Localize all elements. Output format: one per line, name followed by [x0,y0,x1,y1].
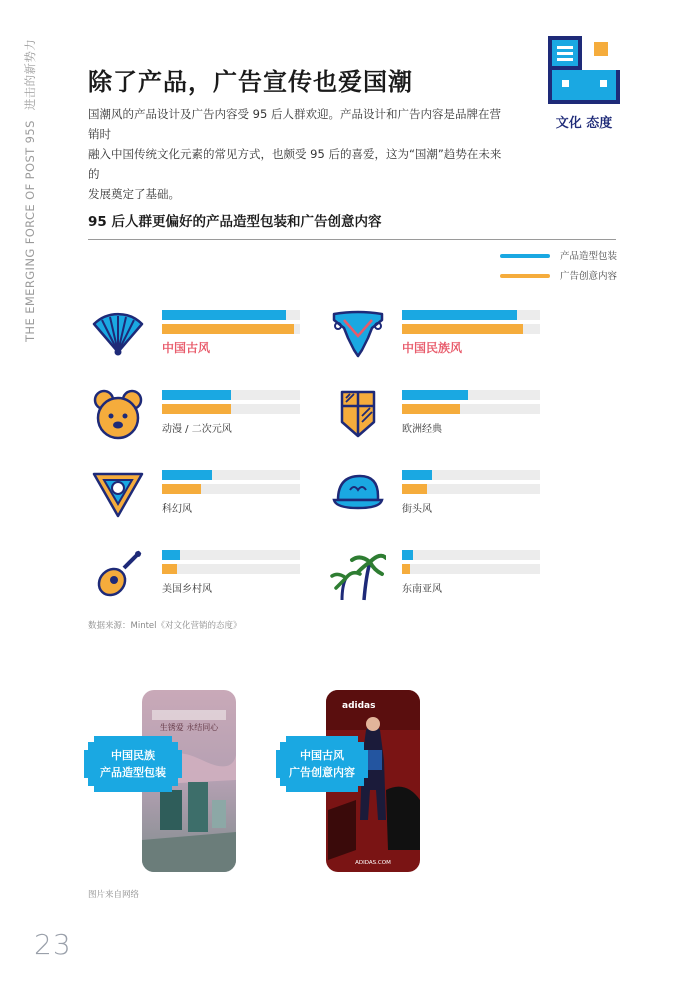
bar-product-packaging [402,310,517,320]
bar-product-packaging [402,470,432,480]
tag-line: 广告创意内容 [289,766,355,779]
sidebar-cn: 进击的新势力 [23,38,37,111]
category-label: 中国古风 [162,341,211,355]
bar-ad-creative [162,564,177,574]
left-caption: 生锈爱 永结同心 [159,723,219,732]
tag-line: 中国古风 [300,749,344,762]
chart-title: 95 后人群更偏好的产品造型包装和广告创意内容 [88,214,382,230]
legend-swatch-product [500,254,550,258]
category-label: 科幻风 [162,504,192,515]
bar-track [402,484,540,494]
bar-track [402,310,540,320]
folding-fan-icon [90,306,146,362]
category-chinese-ethnic [330,306,600,376]
tag-line: 中国民族 [111,749,155,762]
legend-item [500,268,630,288]
category-anime [90,386,360,456]
bar-track [162,324,300,334]
legend-label: 产品造型包装 [560,251,618,262]
bar-ad-creative [162,324,294,334]
bar-ad-creative [402,324,523,334]
legend-label: 广告创意内容 [560,271,618,282]
bar-track [402,404,540,414]
category-southeast-asian [330,546,600,616]
page-number: 23 [34,928,72,961]
category-label: 欧洲经典 [402,424,442,435]
bar-product-packaging [162,390,231,400]
bar-product-packaging [402,390,468,400]
bear-head-icon [90,386,146,442]
bar-track [162,564,300,574]
bar-track [402,550,540,560]
adidas-url: ADIDAS.COM [355,860,391,866]
triangle-orb-icon [90,466,146,522]
legend-swatch-ad [500,274,550,278]
bar-ad-creative [402,404,460,414]
category-street [330,466,600,536]
category-scifi [90,466,360,536]
bar-product-packaging [162,470,212,480]
category-label: 街头风 [402,504,432,515]
sidebar-vertical-text [22,38,38,342]
category-label: 动漫 / 二次元风 [162,424,232,435]
image-source: 图片来自网络 [88,890,140,900]
bar-track [162,310,300,320]
bar-ad-creative [402,564,410,574]
category-label: 中国民族风 [402,341,463,355]
bar-track [402,564,540,574]
palm-trees-icon [330,546,386,602]
baseball-cap-icon [330,466,386,522]
bar-track [402,390,540,400]
badge-label: 文化 态度 [555,116,613,131]
bar-product-packaging [402,550,413,560]
heraldic-shield-icon [330,386,386,442]
intro-line: 发展奠定了基础。 [88,187,180,201]
tag-line: 产品造型包装 [100,766,166,779]
bar-product-packaging [162,310,286,320]
bar-ad-creative [162,404,231,414]
sidebar-en: THE EMERGING FORCE OF POST 95S [23,120,37,342]
intro-line: 融入中国传统文化元素的常见方式，也颇受 95 后的喜爱，这为“国潮”趋势在未来的 [88,147,502,181]
category-label: 东南亚风 [402,584,442,595]
bar-track [162,550,300,560]
bar-track [162,404,300,414]
ethnic-packaging-tag [84,736,182,792]
category-european-classic [330,386,600,456]
page-title: 除了产品，广告宣传也爱国潮 [88,68,413,96]
data-source: 数据来源：Mintel《对文化营销的态度》 [88,621,242,631]
bar-product-packaging [162,550,180,560]
adidas-logo: adidas [342,701,376,711]
intro-line: 国潮风的产品设计及广告内容受 95 后人群欢迎。产品设计和广告内容是品牌在营销时 [88,107,501,141]
ethnic-pattern-icon [330,306,386,362]
legend-item [500,248,630,268]
bar-ad-creative [162,484,201,494]
bar-track [402,470,540,480]
bar-track [162,484,300,494]
divider [88,239,616,240]
category-label: 美国乡村风 [162,584,212,595]
intro-paragraph [88,104,508,204]
category-american-country [90,546,360,616]
bar-track [402,324,540,334]
bar-track [162,470,300,480]
bar-track [162,390,300,400]
category-chinese-ancient [90,306,360,376]
guitar-icon [90,546,146,602]
ancient-style-tag [276,736,368,792]
bar-ad-creative [402,484,427,494]
chart-legend [500,248,630,288]
